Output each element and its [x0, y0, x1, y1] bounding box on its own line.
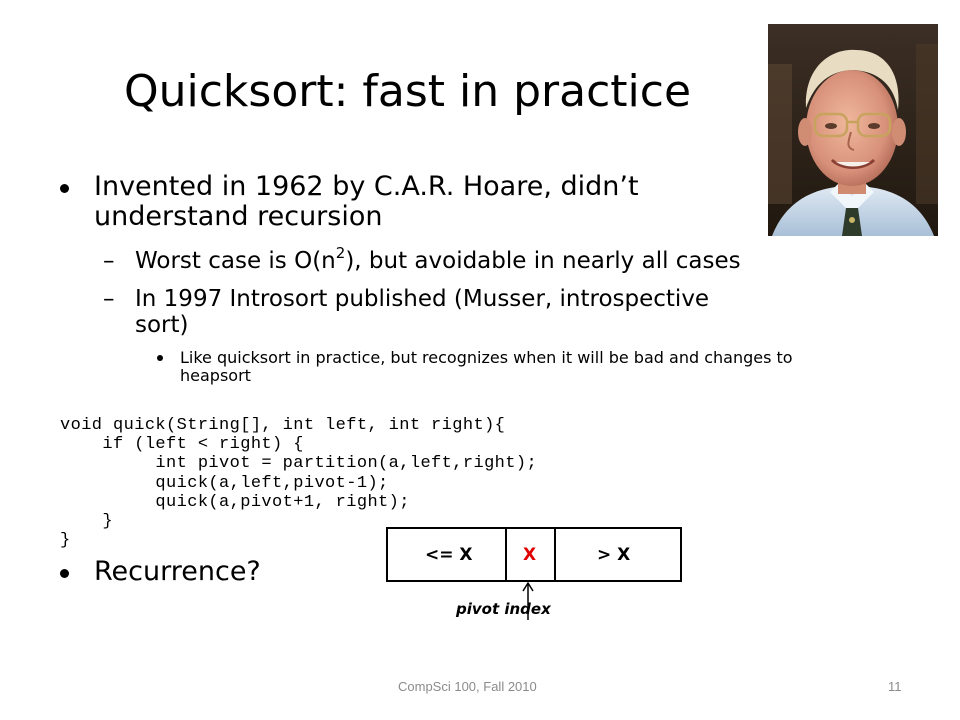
bullet-dot-icon — [60, 184, 69, 193]
sub-bullet-item — [103, 244, 741, 274]
sub-sub-bullet-continuation — [180, 367, 251, 385]
sub-sub-bullet-text: heapsort — [180, 366, 251, 385]
sub-bullet-continuation — [135, 312, 189, 338]
sub-bullet-text: Worst case is O(n — [135, 248, 336, 274]
bullet-dot-icon — [157, 355, 163, 361]
partition-diagram — [386, 527, 682, 582]
bullet-text: understand recursion — [94, 201, 383, 232]
sub-bullet-text: In 1997 Introsort published (Musser, introspective — [135, 286, 710, 312]
dash-bullet-icon: – — [103, 286, 115, 312]
right-partition-label: > X — [597, 545, 631, 565]
footer-page-number: 11 — [888, 679, 902, 694]
footer-course: CompSci 100, Fall 2010 — [398, 679, 537, 694]
pivot-label: X — [523, 545, 537, 565]
partition-divider — [554, 529, 556, 580]
slide-title: Quicksort: fast in practice — [124, 66, 692, 117]
superscript: 2 — [335, 244, 346, 262]
sub-bullet-item — [103, 286, 710, 312]
bullet-item — [94, 172, 639, 202]
bullet-text: Recurrence? — [94, 556, 261, 587]
bullet-text: Invented in 1962 by C.A.R. Hoare, didn’t — [94, 171, 639, 202]
partition-divider — [505, 529, 507, 580]
dash-bullet-icon: – — [103, 248, 115, 274]
sub-sub-bullet-item — [180, 349, 793, 367]
sub-sub-bullet-text: Like quicksort in practice, but recognizes when it will be bad and changes to — [180, 348, 793, 367]
bullet-item — [94, 557, 261, 587]
sub-bullet-text: sort) — [135, 312, 189, 338]
code-block: void quick(String[], int left, int right){ if (left < right) { int pivot = partition(a,left,right); quick(a,left,pivot-1); quick(a,pivot+1, right); } } — [60, 416, 538, 551]
left-partition-label: <= X — [425, 545, 473, 565]
bullet-item-continuation — [94, 202, 382, 232]
bullet-dot-icon — [60, 569, 69, 578]
pivot-index-label: pivot index — [456, 600, 551, 618]
portrait-photo — [768, 24, 938, 236]
sub-bullet-text: ), but avoidable in nearly all cases — [345, 248, 741, 274]
